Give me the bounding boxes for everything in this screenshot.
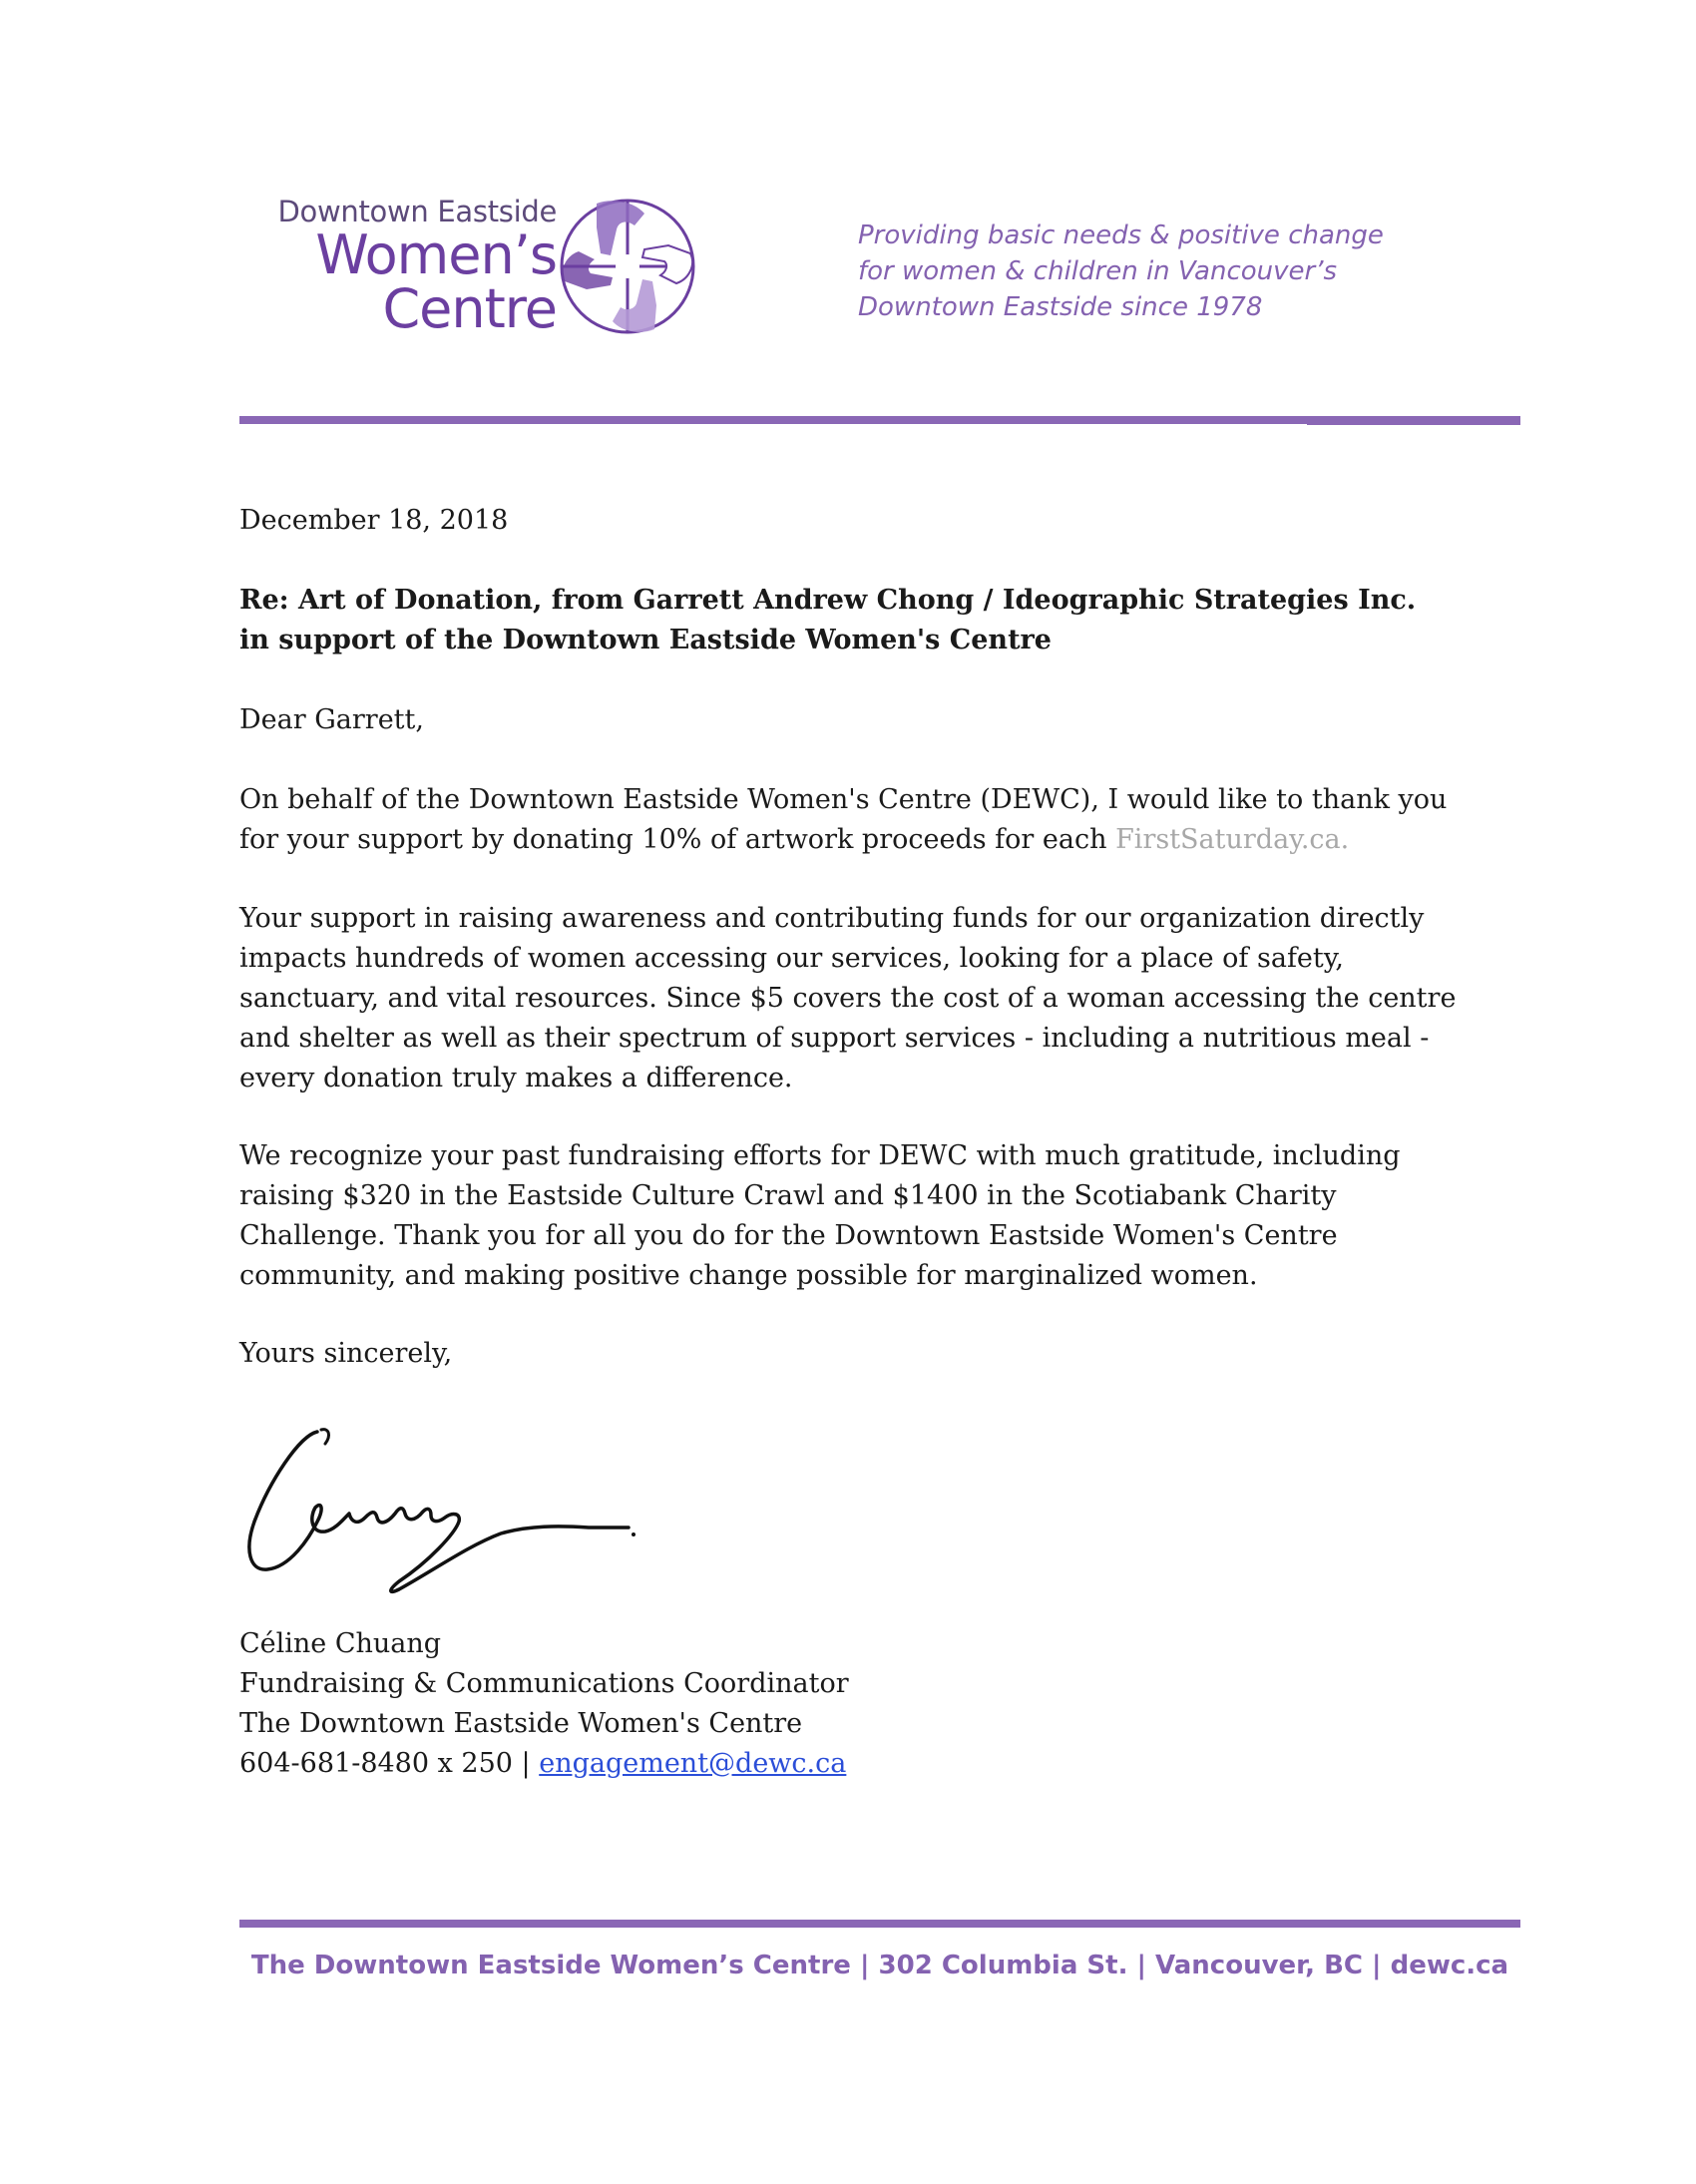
signatory-phone: 604-681-8480 x 250 | [239,1748,540,1779]
paragraph-line: sanctuary, and vital resources. Since $5 covers the cost of a woman accessing the centre [239,983,1457,1014]
paragraph-line: impacts hundreds of women accessing our services, looking for a place of safety, [239,943,1345,974]
logo-line-2: Women’s [315,223,557,286]
tagline-line-2: for women & children in Vancouver’s [858,256,1338,286]
subject-line-2: in support of the Downtown Eastside Women's Centre [239,625,1052,655]
signatory-title: Fundraising & Communications Coordinator [239,1668,849,1699]
closing: Yours sincerely, [239,1338,453,1369]
tagline-line-3: Downtown Eastside since 1978 [858,292,1263,322]
organization-logo [277,195,696,340]
signatory-name: Céline Chuang [239,1628,442,1659]
paragraph-text: for your support by donating 10% of artwork proceeds for each [239,824,1116,855]
hands-emblem-icon [557,196,698,337]
handwritten-signature [239,1422,648,1611]
tagline-line-1: Providing basic needs & positive change [858,220,1384,250]
paragraph-line: Your support in raising awareness and contributing funds for our organization directly [239,903,1425,934]
paragraph-line: every donation truly makes a difference. [239,1063,793,1093]
footer-divider [239,1920,1520,1928]
organization-tagline [858,218,1417,325]
email-link[interactable]: engagement@dewc.ca [539,1748,847,1779]
firstsaturday-link[interactable]: FirstSaturday.ca. [1115,824,1350,855]
subject-line [239,581,1486,660]
header-divider-accent [1307,422,1520,425]
logo-wordmark [277,195,557,340]
paragraph-impact [239,899,1486,1098]
paragraph-thanks [239,780,1486,860]
subject-line-1: Re: Art of Donation, from Garrett Andrew Chong / Ideographic Strategies Inc. [239,585,1417,616]
paragraph-line: community, and making positive change possible for marginalized women. [239,1260,1258,1291]
paragraph-line: and shelter as well as their spectrum of support services - including a nutritious meal - [239,1023,1430,1054]
salutation: Dear Garrett, [239,704,424,735]
paragraph-line: We recognize your past fundraising efforts for DEWC with much gratitude, including [239,1140,1401,1171]
footer-address: The Downtown Eastside Women’s Centre | 302 Columbia St. | Vancouver, BC | dewc.ca [250,1951,1509,1980]
signatory-contact [239,1744,1486,1784]
paragraph-line: On behalf of the Downtown Eastside Women's Centre (DEWC), I would like to thank you [239,784,1448,815]
paragraph-recognition [239,1136,1486,1296]
letter-date: December 18, 2018 [239,505,509,536]
paragraph-line: raising $320 in the Eastside Culture Crawl and $1400 in the Scotiabank Charity [239,1180,1337,1211]
logo-line-1: Downtown Eastside [277,195,557,228]
paragraph-line: Challenge. Thank you for all you do for the Downtown Eastside Women's Centre [239,1220,1338,1251]
paragraph-line [239,820,1486,860]
signature-block [239,1624,1486,1784]
signatory-organization: The Downtown Eastside Women's Centre [239,1708,803,1739]
logo-line-3: Centre [382,277,557,340]
